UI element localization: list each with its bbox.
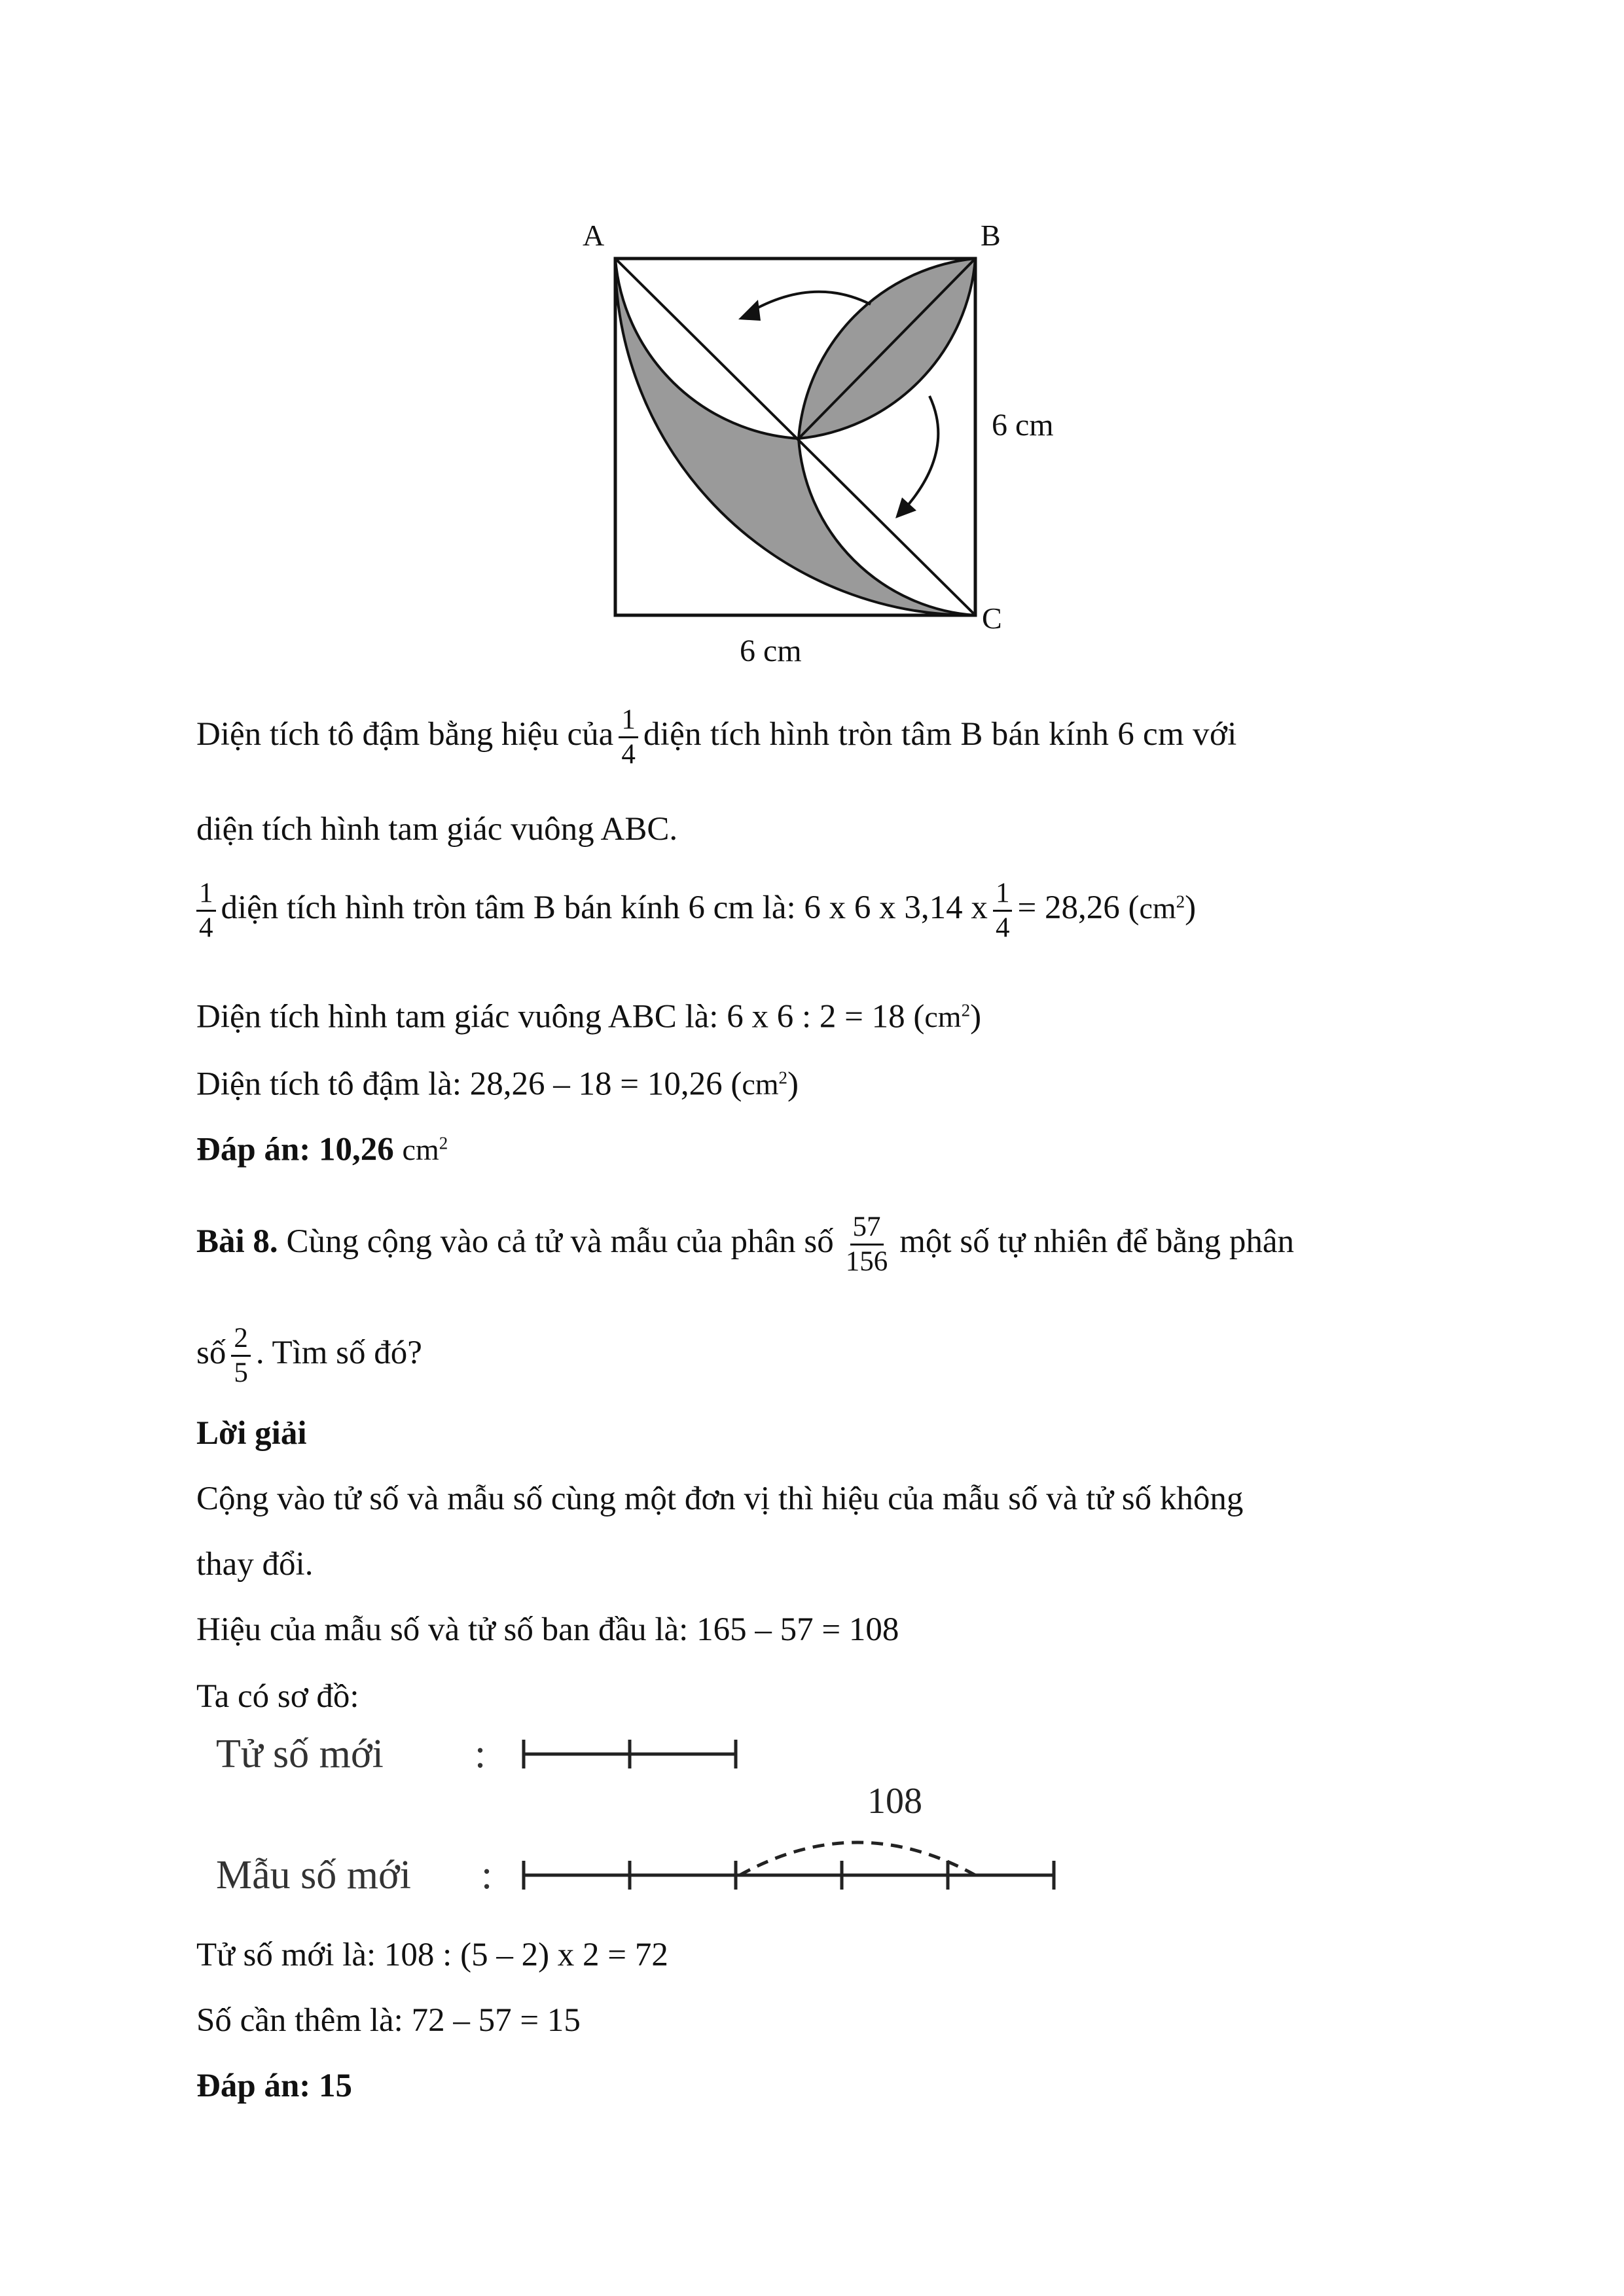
side-right-label: 6 cm <box>992 408 1054 442</box>
problem8-statement-line2: số $\frac{2}{5}$ . Tìm số đó? <box>196 1323 422 1388</box>
fraction-one-quarter: $\frac{1}{4}$ <box>619 704 638 771</box>
problem8-statement-line1: Bài 8. Cùng cộng vào cả tử và mẫu của phân số $\frac{57}{156}$ một số tự nhiên để bằng phân <box>196 1211 1294 1277</box>
chord-b-center <box>799 259 975 439</box>
solution8-line3: Hiệu của mẫu số và tử số ban đầu là: 165 – 57 = 108 <box>196 1611 899 1648</box>
fraction-one-quarter-3: $\frac{1}{4}$ <box>993 877 1013 944</box>
solution7-line1-pre: Diện tích tô đậm bằng hiệu của <box>196 716 614 753</box>
solution8-answer: Đáp án: 15 <box>196 2068 353 2104</box>
solution7-line2: diện tích hình tam giác vuông ABC. <box>196 811 678 848</box>
square-quarter-circle-figure <box>563 203 1087 681</box>
numerator-label: Tử số mới <box>216 1732 384 1776</box>
solution7-line3-result: = 28,26 ( <box>1017 889 1140 927</box>
arrow-head-top <box>738 300 761 321</box>
unit-cm2: $cm^2$ <box>1139 891 1185 925</box>
solution7-line4: Diện tích hình tam giác vuông ABC là: 6 x 6 : 2 = 18 $(cm^2)$ <box>196 998 982 1035</box>
solution8-line4: Ta có sơ đồ: <box>196 1678 359 1715</box>
denominator-colon: : <box>481 1853 493 1897</box>
fraction-2-5: $\frac{2}{5}$ <box>231 1322 251 1390</box>
vertex-c-label: C <box>982 601 1002 635</box>
solution7-line1-post: diện tích hình tròn tâm B bán kính 6 cm với <box>643 716 1237 753</box>
segment-diagram <box>196 1715 1100 1911</box>
unit-cm2: $cm^2$ <box>402 1133 448 1167</box>
vertex-a-label: A <box>583 219 605 252</box>
side-bottom-label: 6 cm <box>740 634 802 668</box>
arrow-curve-right <box>903 396 938 511</box>
solution8-line6: Số cần thêm là: 72 – 57 = 15 <box>196 2002 581 2039</box>
fraction-one-quarter-2: $\frac{1}{4}$ <box>196 877 216 944</box>
solution7-line3: $\frac{1}{4}$ diện tích hình tròn tâm B bán kính 6 cm là: 6 x 6 x 3,14 x $\frac{1}{4}$ = 28,26 $(cm^2)$ <box>196 877 1196 944</box>
solution8-heading: Lời giải <box>196 1415 307 1452</box>
difference-label: 108 <box>867 1781 922 1821</box>
solution7-line5: Diện tích tô đậm là: 28,26 – 18 = 10,26 $(cm^2)$ <box>196 1066 799 1103</box>
numerator-colon: : <box>475 1732 486 1776</box>
arrow-curve-top <box>746 292 871 314</box>
solution8-line1: Cộng vào tử số và mẫu số cùng một đơn vị thì hiệu của mẫu số và tử số không <box>196 1480 1244 1517</box>
denominator-label: Mẫu số mới <box>216 1853 412 1897</box>
solution8-line5: Tử số mới là: 108 : (5 – 2) x 2 = 72 <box>196 1937 668 1973</box>
unit-cm2: $cm^2$ <box>742 1067 788 1102</box>
difference-brace-dashed <box>740 1842 975 1875</box>
solution7-answer: Đáp án: 10,26 $cm^2$ <box>196 1131 448 1168</box>
numerator-bar <box>524 1740 736 1768</box>
problem8-title: Bài 8. <box>196 1223 278 1261</box>
solution7-line1 <box>196 704 1237 771</box>
solution7-line3-text: diện tích hình tròn tâm B bán kính 6 cm là: 6 x 6 x 3,14 x <box>221 889 988 927</box>
vertex-b-label: B <box>981 219 1001 252</box>
fraction-57-156: $\frac{57}{156}$ <box>845 1211 888 1277</box>
unit-cm2: $cm^2$ <box>924 1000 971 1034</box>
solution8-line2: thay đổi. <box>196 1546 314 1583</box>
